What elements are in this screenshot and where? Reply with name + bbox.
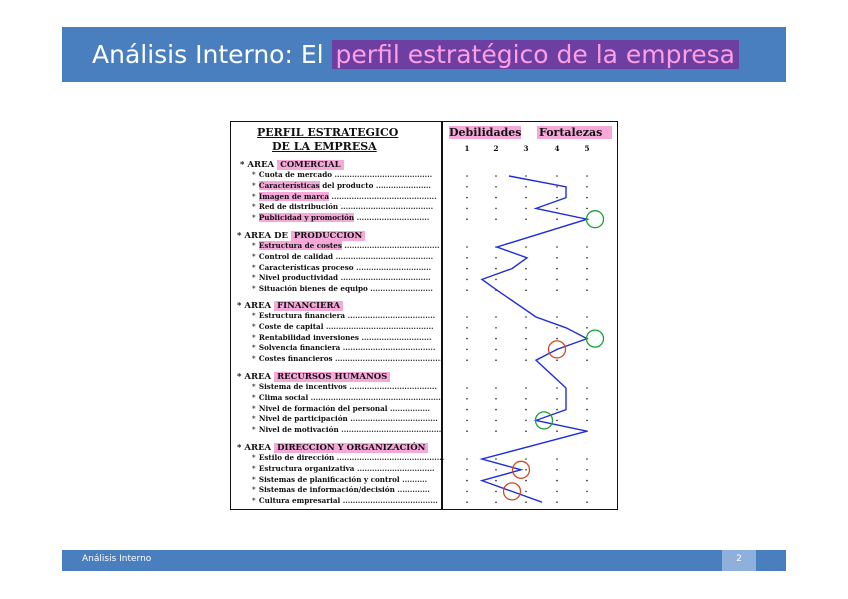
scale-dot bbox=[466, 387, 468, 389]
scale-dot bbox=[466, 480, 468, 482]
scale-dot bbox=[466, 398, 468, 400]
scale-dot bbox=[586, 398, 588, 400]
profile-item: * Costes financieros ........................................... bbox=[252, 354, 443, 364]
profile-item: * Situación bienes de equipo ......................... bbox=[252, 284, 433, 294]
scale-dot bbox=[586, 246, 588, 248]
scale-dot bbox=[525, 197, 527, 199]
profile-item: * Publicidad y promoción ............................. bbox=[252, 213, 430, 223]
scale-dot bbox=[586, 420, 588, 422]
scale-dot bbox=[586, 501, 588, 503]
profile-item: * Control de calidad ....................................... bbox=[252, 251, 434, 261]
scale-dot bbox=[525, 409, 527, 411]
scale-dot bbox=[466, 186, 468, 188]
scale-dot bbox=[495, 387, 497, 389]
scale-dot bbox=[556, 501, 558, 503]
scale-dot bbox=[525, 246, 527, 248]
profile-item: * Características del producto ...................... bbox=[252, 180, 431, 190]
scale-dot bbox=[556, 279, 558, 281]
scale-dot bbox=[556, 246, 558, 248]
scale-dot bbox=[525, 398, 527, 400]
area-heading: * AREA DE PRODUCCION bbox=[237, 231, 365, 241]
scale-dot bbox=[586, 349, 588, 351]
scale-dot bbox=[466, 409, 468, 411]
scale-dot bbox=[586, 469, 588, 471]
scale-dot bbox=[466, 289, 468, 291]
scale-dot bbox=[556, 327, 558, 329]
slide-title-plain: Análisis Interno: El bbox=[92, 40, 332, 69]
scale-dot bbox=[466, 257, 468, 259]
profile-item: * Nivel productividad .................................... bbox=[252, 273, 431, 283]
area-heading: * AREA FINANCIERA bbox=[237, 301, 343, 311]
scale-dot bbox=[586, 186, 588, 188]
page-number: 2 bbox=[736, 554, 742, 564]
scale-dot bbox=[466, 218, 468, 220]
label-strengths: Fortalezas bbox=[537, 126, 612, 139]
scale-dot bbox=[556, 480, 558, 482]
scale-dot bbox=[525, 349, 527, 351]
scale-dot bbox=[586, 327, 588, 329]
scale-dot bbox=[495, 501, 497, 503]
scale-dot bbox=[466, 175, 468, 177]
profile-item: * Características proceso .............................. bbox=[252, 262, 432, 272]
scale-dot bbox=[556, 175, 558, 177]
scale-dot bbox=[495, 208, 497, 210]
profile-item: * Nivel de motivación ........................................ bbox=[252, 425, 442, 435]
scale-dot bbox=[495, 430, 497, 432]
profile-item: * Nivel de participación ................................... bbox=[252, 414, 438, 424]
profile-item: * Red de distribución ..................................... bbox=[252, 202, 434, 212]
scale-dot bbox=[525, 208, 527, 210]
scale-dot bbox=[556, 430, 558, 432]
scale-dot bbox=[586, 197, 588, 199]
scale-dot bbox=[525, 501, 527, 503]
scale-dot bbox=[466, 338, 468, 340]
scale-dot bbox=[525, 279, 527, 281]
scale-dot bbox=[586, 289, 588, 291]
scale-dot bbox=[525, 420, 527, 422]
strength-circle bbox=[587, 330, 604, 347]
scale-number-4: 4 bbox=[554, 144, 560, 153]
area-heading: * AREA RECURSOS HUMANOS bbox=[237, 372, 390, 382]
scale-dot bbox=[495, 398, 497, 400]
scale-dot bbox=[495, 327, 497, 329]
area-heading: * AREA COMERCIAL bbox=[240, 160, 344, 170]
scale-dot bbox=[556, 186, 558, 188]
scale-dot bbox=[556, 469, 558, 471]
profile-item: * Cuota de mercado ....................................... bbox=[252, 170, 433, 179]
profile-item: * Coste de capital ........................................... bbox=[252, 321, 434, 331]
scale-dot bbox=[556, 398, 558, 400]
scale-dot bbox=[495, 197, 497, 199]
scale-dot bbox=[556, 458, 558, 460]
scale-dot bbox=[466, 491, 468, 493]
scale-dot bbox=[495, 480, 497, 482]
scale-dot bbox=[495, 316, 497, 318]
scale-dot bbox=[586, 268, 588, 270]
scale-dot bbox=[525, 268, 527, 270]
scale-dot bbox=[466, 469, 468, 471]
scale-dot bbox=[466, 359, 468, 361]
scale-dot bbox=[495, 349, 497, 351]
scale-dot bbox=[466, 316, 468, 318]
scale-dot bbox=[556, 218, 558, 220]
scale-dot bbox=[495, 359, 497, 361]
profile-item: * Solvencia financiera ..................................... bbox=[252, 343, 436, 353]
scale-dot bbox=[466, 420, 468, 422]
scale-dot bbox=[495, 469, 497, 471]
footer-bar bbox=[62, 550, 786, 571]
scale-dot bbox=[586, 257, 588, 259]
scale-dot bbox=[466, 430, 468, 432]
scale-dot bbox=[466, 458, 468, 460]
scale-dot bbox=[525, 469, 527, 471]
scale-dot bbox=[525, 458, 527, 460]
doc-heading-line2: DE LA EMPRESA bbox=[272, 140, 377, 153]
scale-dot bbox=[586, 480, 588, 482]
scale-dot bbox=[586, 458, 588, 460]
scale-dot bbox=[556, 316, 558, 318]
scale-dot bbox=[495, 458, 497, 460]
profile-item: * Estructura de costes ...................................... bbox=[252, 241, 440, 250]
scale-dot bbox=[556, 257, 558, 259]
scale-dot bbox=[525, 327, 527, 329]
scale-dot bbox=[586, 316, 588, 318]
profile-item: * Rentabilidad inversiones ............................ bbox=[252, 332, 432, 342]
scale-dot bbox=[525, 491, 527, 493]
scale-dot bbox=[586, 175, 588, 177]
scale-dot bbox=[586, 491, 588, 493]
scale-dot bbox=[525, 289, 527, 291]
scale-dot bbox=[525, 480, 527, 482]
scale-dot bbox=[466, 501, 468, 503]
scale-dot bbox=[556, 491, 558, 493]
scale-dot bbox=[525, 175, 527, 177]
label-weaknesses: Debilidades bbox=[449, 126, 522, 139]
doc-heading-line1: PERFIL ESTRATEGICO bbox=[257, 126, 399, 139]
scale-dot bbox=[466, 349, 468, 351]
scale-dot bbox=[556, 289, 558, 291]
scale-dot bbox=[586, 279, 588, 281]
scale-dot bbox=[495, 268, 497, 270]
scale-dot bbox=[556, 420, 558, 422]
scale-dot bbox=[495, 279, 497, 281]
scale-dot bbox=[586, 359, 588, 361]
scale-dot bbox=[556, 338, 558, 340]
scale-dot bbox=[466, 279, 468, 281]
scale-dot bbox=[466, 327, 468, 329]
scale-dot bbox=[525, 387, 527, 389]
profile-item: * Clima social .................................................... bbox=[252, 392, 441, 402]
scale-number-2: 2 bbox=[493, 144, 499, 153]
scale-dot bbox=[466, 197, 468, 199]
scale-dot bbox=[525, 359, 527, 361]
scale-number-5: 5 bbox=[584, 144, 590, 153]
profile-line bbox=[482, 176, 587, 502]
scale-dot bbox=[495, 186, 497, 188]
footer-label: Análisis Interno bbox=[82, 554, 152, 564]
scale-dot bbox=[556, 197, 558, 199]
scale-dot bbox=[495, 218, 497, 220]
profile-item: * Sistema de incentivos ................................... bbox=[252, 382, 437, 391]
scale-dot bbox=[525, 316, 527, 318]
profile-item: * Estructura financiera ................................... bbox=[252, 311, 436, 320]
scale-dot bbox=[495, 491, 497, 493]
scale-dot bbox=[556, 359, 558, 361]
scale-dot bbox=[525, 338, 527, 340]
scale-dot bbox=[466, 268, 468, 270]
area-heading: * AREA DIRECCION Y ORGANIZACIÓN bbox=[237, 443, 428, 453]
scale-dot bbox=[525, 186, 527, 188]
scale-dot bbox=[495, 338, 497, 340]
profile-item: * Nivel de formación del personal ................ bbox=[252, 403, 431, 413]
profile-item: * Estructura organizativa ............................... bbox=[252, 463, 435, 473]
scale-dot bbox=[525, 430, 527, 432]
profile-item: * Sistemas de planificación y control .......... bbox=[252, 474, 428, 484]
page-number-box bbox=[722, 550, 756, 571]
profile-item: * Imagen de marca .......................................... bbox=[252, 191, 437, 201]
scale-dot bbox=[586, 409, 588, 411]
scale-dot bbox=[466, 246, 468, 248]
scale-dot bbox=[495, 175, 497, 177]
scale-dot bbox=[556, 268, 558, 270]
scale-dot bbox=[495, 257, 497, 259]
scale-dot bbox=[495, 420, 497, 422]
profile-item: * Cultura empresarial ...................................... bbox=[252, 496, 438, 506]
scale-dot bbox=[556, 409, 558, 411]
profile-item: * Sistemas de información/decisión ............. bbox=[252, 485, 430, 495]
scale-dot bbox=[556, 208, 558, 210]
scale-dot bbox=[586, 208, 588, 210]
scale-number-3: 3 bbox=[523, 144, 529, 153]
scale-dot bbox=[586, 387, 588, 389]
scale-dot bbox=[495, 409, 497, 411]
profile-item: * Estilo de dirección ........................................... bbox=[252, 453, 445, 462]
scale-dot bbox=[525, 218, 527, 220]
scale-number-1: 1 bbox=[464, 144, 470, 153]
slide-title-highlight: perfil estratégico de la empresa bbox=[332, 40, 739, 69]
scale-dot bbox=[556, 387, 558, 389]
scale-dot bbox=[466, 208, 468, 210]
